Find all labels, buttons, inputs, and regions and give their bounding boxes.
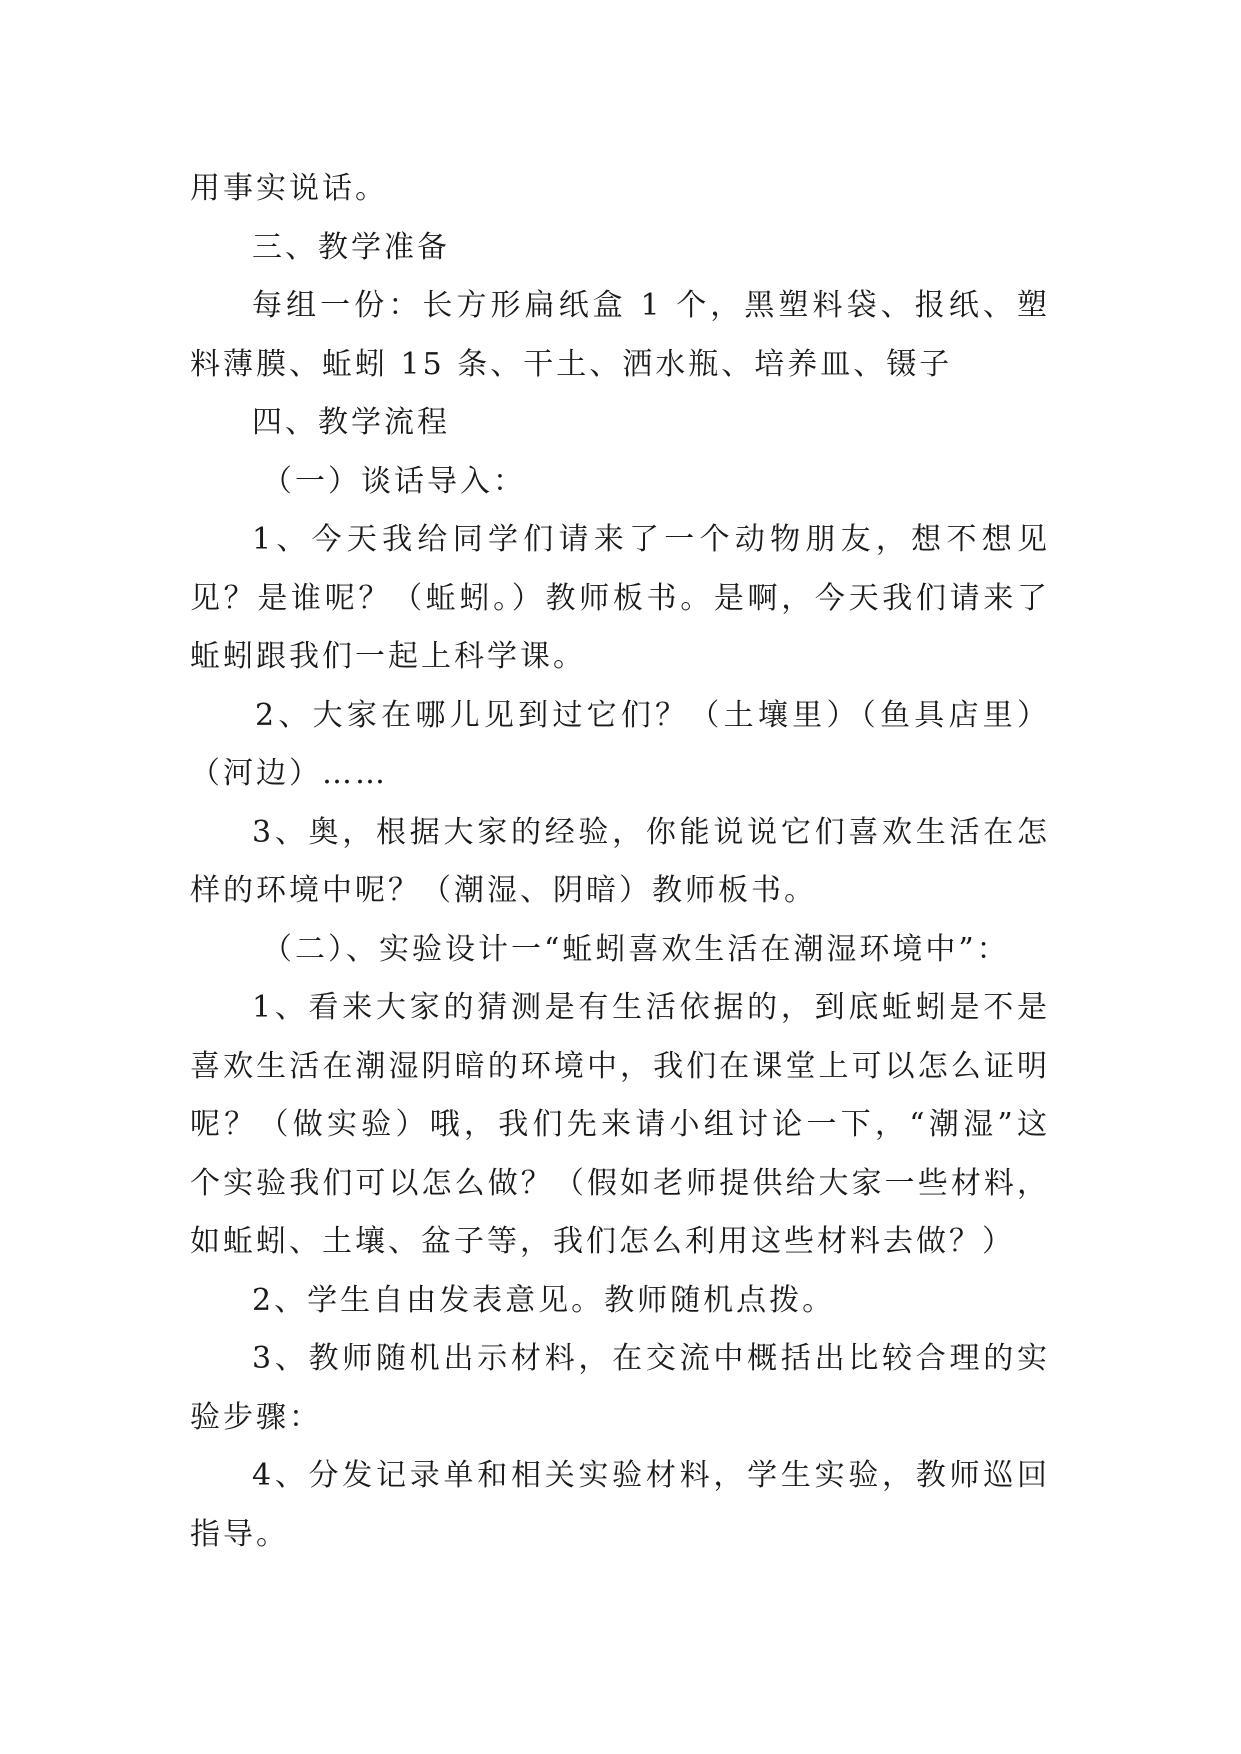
section-heading-preparation: 三、教学准备 <box>252 229 450 265</box>
paragraph-step-3: 3、奥，根据大家的经验，你能说说它们喜欢生活在怎样的环境中呢？（潮湿、阴暗）教师板书。 <box>190 814 1050 908</box>
paragraph-experiment-1: 1、看来大家的猜测是有生活依据的，到底蚯蚓是不是喜欢生活在潮湿阴暗的环境中，我们在课堂上可以怎么证明呢？（做实验）哦，我们先来请小组讨论一下，“潮湿”这个实验我们可以怎么做？（假如老师提供给大家一些材料，如蚯蚓、土壤、盆子等，我们怎么利用这些材料去做？） <box>190 990 1050 1259</box>
paragraph-experiment-3: 3、教师随机出示材料，在交流中概括出比较合理的实验步骤： <box>190 1341 1050 1435</box>
subheading-intro: （一）谈话导入： <box>262 463 526 499</box>
paragraph-experiment-2: 2、学生自由发表意见。教师随机点拨。 <box>252 1282 836 1318</box>
paragraph-continuation: 用事实说话。 <box>190 171 388 206</box>
paragraph-materials: 每组一份：长方形扁纸盒 1 个，黑塑料袋、报纸、塑料薄膜、蚯蚓 15 条、干土、洒水瓶、培养皿、镊子 <box>190 288 1050 382</box>
subheading-experiment: （二）、实验设计一“蚯蚓喜欢生活在潮湿环境中”： <box>262 931 1010 967</box>
section-heading-process: 四、教学流程 <box>252 405 450 440</box>
document-body <box>190 160 1050 1564</box>
paragraph-step-1: 1、今天我给同学们请来了一个动物朋友，想不想见见？是谁呢？（蚯蚓。）教师板书。是啊，今天我们请来了蚯蚓跟我们一起上科学课。 <box>190 522 1050 674</box>
paragraph-step-2: 2、大家在哪儿见到过它们？（土壤里）（鱼具店里）（河边）…… <box>190 697 1050 791</box>
paragraph-experiment-4: 4、分发记录单和相关实验材料，学生实验，教师巡回指导。 <box>190 1458 1050 1552</box>
